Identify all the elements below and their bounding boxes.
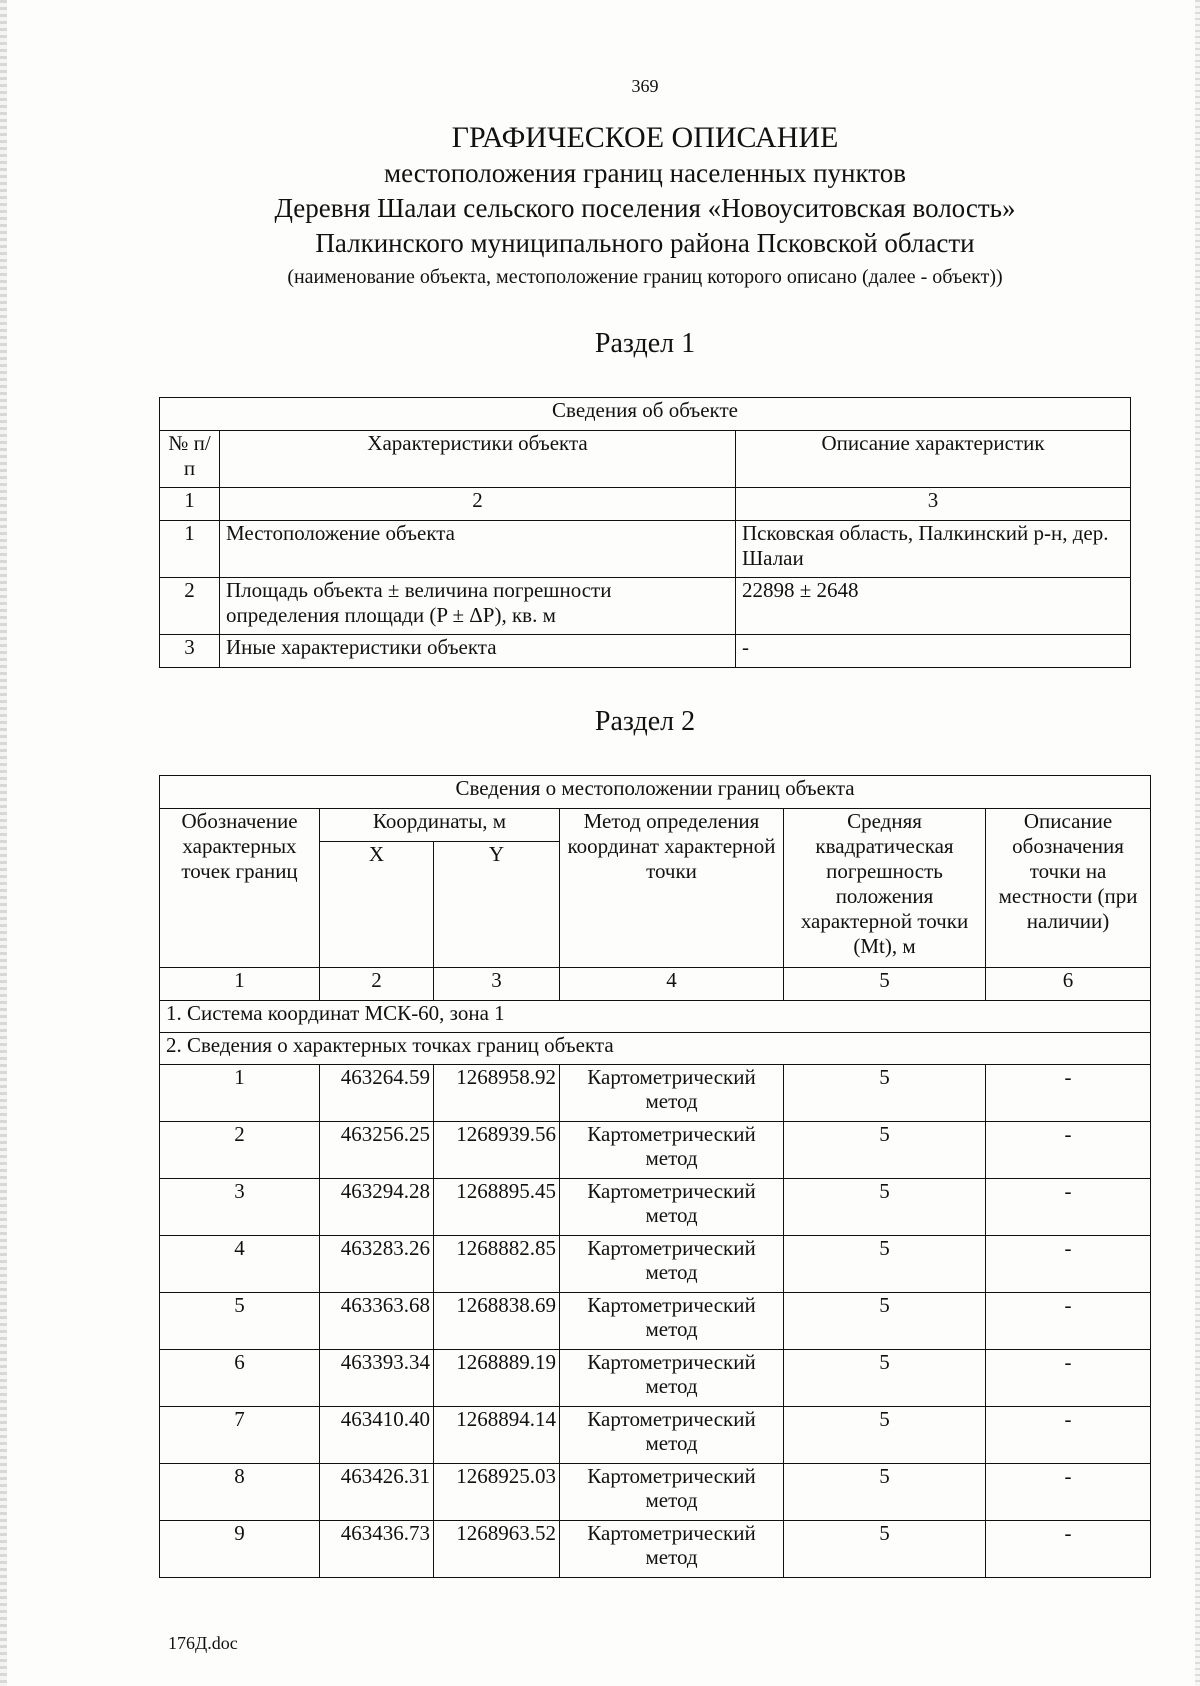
coordinate-y: 1268894.14 — [434, 1407, 560, 1464]
table-row — [160, 1407, 1151, 1464]
column-index: 3 — [434, 968, 560, 1001]
point-number: 2 — [160, 1122, 320, 1179]
point-number: 8 — [160, 1464, 320, 1521]
row-characteristic: Иные характеристики объекта — [220, 635, 736, 668]
point-number: 5 — [160, 1293, 320, 1350]
coordinate-x: 463264.59 — [320, 1065, 434, 1122]
error-cell: 5 — [784, 1065, 986, 1122]
location-description-cell: - — [986, 1350, 1151, 1407]
column-index: 3 — [736, 488, 1131, 521]
document-note: (наименование объекта, местоположение границ которого описано (далее - объект)) — [287, 266, 1003, 288]
coordinate-x: 463393.34 — [320, 1350, 434, 1407]
row-number: 2 — [160, 578, 220, 635]
coordinate-x: 463283.26 — [320, 1236, 434, 1293]
location-description-cell: - — [986, 1293, 1151, 1350]
coordinate-y: 1268838.69 — [434, 1293, 560, 1350]
table-row — [160, 578, 1131, 635]
column-header-point: Обозначение характерных точек границ — [160, 809, 320, 968]
location-description-cell: - — [986, 1407, 1151, 1464]
table-row — [160, 1521, 1151, 1578]
document-title: ГРАФИЧЕСКОЕ ОПИСАНИЕ — [451, 121, 839, 154]
row-number: 3 — [160, 635, 220, 668]
point-number: 7 — [160, 1407, 320, 1464]
coordinate-y: 1268889.19 — [434, 1350, 560, 1407]
coordinate-x: 463436.73 — [320, 1521, 434, 1578]
method-cell: Картометрический метод — [560, 1350, 784, 1407]
column-index: 1 — [160, 968, 320, 1001]
document-subtitle-3: Палкинского муниципального района Псковской области — [315, 228, 975, 258]
error-cell: 5 — [784, 1293, 986, 1350]
column-header-location-description: Описание обозначения точки на местности (при наличии) — [986, 809, 1151, 968]
row-description: - — [736, 635, 1131, 668]
location-description-cell: - — [986, 1179, 1151, 1236]
error-cell: 5 — [784, 1521, 986, 1578]
coordinate-y: 1268925.03 — [434, 1464, 560, 1521]
row-number: 1 — [160, 521, 220, 578]
location-description-cell: - — [986, 1521, 1151, 1578]
point-number: 4 — [160, 1236, 320, 1293]
table-row — [160, 1065, 1151, 1122]
column-index: 2 — [320, 968, 434, 1001]
error-cell: 5 — [784, 1464, 986, 1521]
error-cell: 5 — [784, 1122, 986, 1179]
coordinate-x: 463410.40 — [320, 1407, 434, 1464]
column-index: 5 — [784, 968, 986, 1001]
table-title: Сведения о местоположении границ объекта — [160, 776, 1151, 809]
row-description: Псковская область, Палкинский р-н, дер. Шалаи — [736, 521, 1131, 578]
coordinate-x: 463363.68 — [320, 1293, 434, 1350]
point-number: 1 — [160, 1065, 320, 1122]
section-1-heading: Раздел 1 — [594, 328, 696, 359]
column-header-characteristic: Характеристики объекта — [220, 431, 736, 488]
method-cell: Картометрический метод — [560, 1293, 784, 1350]
table-row — [160, 1236, 1151, 1293]
coordinate-system-row: 1. Система координат МСК-60, зона 1 — [160, 1001, 1151, 1033]
column-header-method: Метод определения координат характерной точки — [560, 809, 784, 968]
table-row — [160, 1179, 1151, 1236]
points-body — [160, 1065, 1151, 1578]
point-number: 9 — [160, 1521, 320, 1578]
object-info-table — [159, 397, 1131, 668]
column-index: 4 — [560, 968, 784, 1001]
method-cell: Картометрический метод — [560, 1521, 784, 1578]
section-2-heading: Раздел 2 — [594, 706, 696, 737]
point-number: 3 — [160, 1179, 320, 1236]
row-description: 22898 ± 2648 — [736, 578, 1131, 635]
table-row — [160, 521, 1131, 578]
table-row — [160, 1464, 1151, 1521]
row-characteristic: Площадь объекта ± величина погрешности определения площади (P ± ΔP), кв. м — [220, 578, 736, 635]
error-cell: 5 — [784, 1236, 986, 1293]
coordinate-y: 1268939.56 — [434, 1122, 560, 1179]
coordinate-x: 463294.28 — [320, 1179, 434, 1236]
location-description-cell: - — [986, 1122, 1151, 1179]
location-description-cell: - — [986, 1065, 1151, 1122]
column-header-error: Средняя квадратическая погрешность положения характерной точки (Mt), м — [784, 809, 986, 968]
method-cell: Картометрический метод — [560, 1236, 784, 1293]
method-cell: Картометрический метод — [560, 1407, 784, 1464]
column-index: 6 — [986, 968, 1151, 1001]
coordinate-y: 1268958.92 — [434, 1065, 560, 1122]
error-cell: 5 — [784, 1407, 986, 1464]
document-header — [0, 120, 1200, 291]
coordinate-x: 463426.31 — [320, 1464, 434, 1521]
table-row — [160, 1122, 1151, 1179]
coordinate-y: 1268963.52 — [434, 1521, 560, 1578]
page-number: 369 — [631, 76, 659, 96]
table-row — [160, 1350, 1151, 1407]
file-name-footer: 176Д.doc — [168, 1633, 238, 1653]
document-subtitle-2: Деревня Шалаи сельского поселения «Новоуситовская волость» — [274, 193, 1016, 223]
method-cell: Картометрический метод — [560, 1122, 784, 1179]
boundary-points-table — [159, 775, 1151, 1578]
coordinate-x: 463256.25 — [320, 1122, 434, 1179]
points-section-row: 2. Сведения о характерных точках границ объекта — [160, 1033, 1151, 1065]
row-characteristic: Местоположение объекта — [220, 521, 736, 578]
table-title: Сведения об объекте — [160, 398, 1131, 431]
table-row — [160, 635, 1131, 668]
column-index: 2 — [220, 488, 736, 521]
method-cell: Картометрический метод — [560, 1179, 784, 1236]
column-index: 1 — [160, 488, 220, 521]
column-header-description: Описание характеристик — [736, 431, 1131, 488]
method-cell: Картометрический метод — [560, 1065, 784, 1122]
column-header-x: X — [320, 842, 434, 968]
error-cell: 5 — [784, 1350, 986, 1407]
point-number: 6 — [160, 1350, 320, 1407]
column-header-y: Y — [434, 842, 560, 968]
coordinate-y: 1268895.45 — [434, 1179, 560, 1236]
method-cell: Картометрический метод — [560, 1464, 784, 1521]
table-row — [160, 1293, 1151, 1350]
location-description-cell: - — [986, 1464, 1151, 1521]
location-description-cell: - — [986, 1236, 1151, 1293]
coordinate-y: 1268882.85 — [434, 1236, 560, 1293]
column-header-coordinates: Координаты, м — [320, 809, 560, 842]
error-cell: 5 — [784, 1179, 986, 1236]
column-header-number: № п/п — [160, 431, 220, 488]
document-subtitle-1: местоположения границ населенных пунктов — [384, 158, 906, 188]
